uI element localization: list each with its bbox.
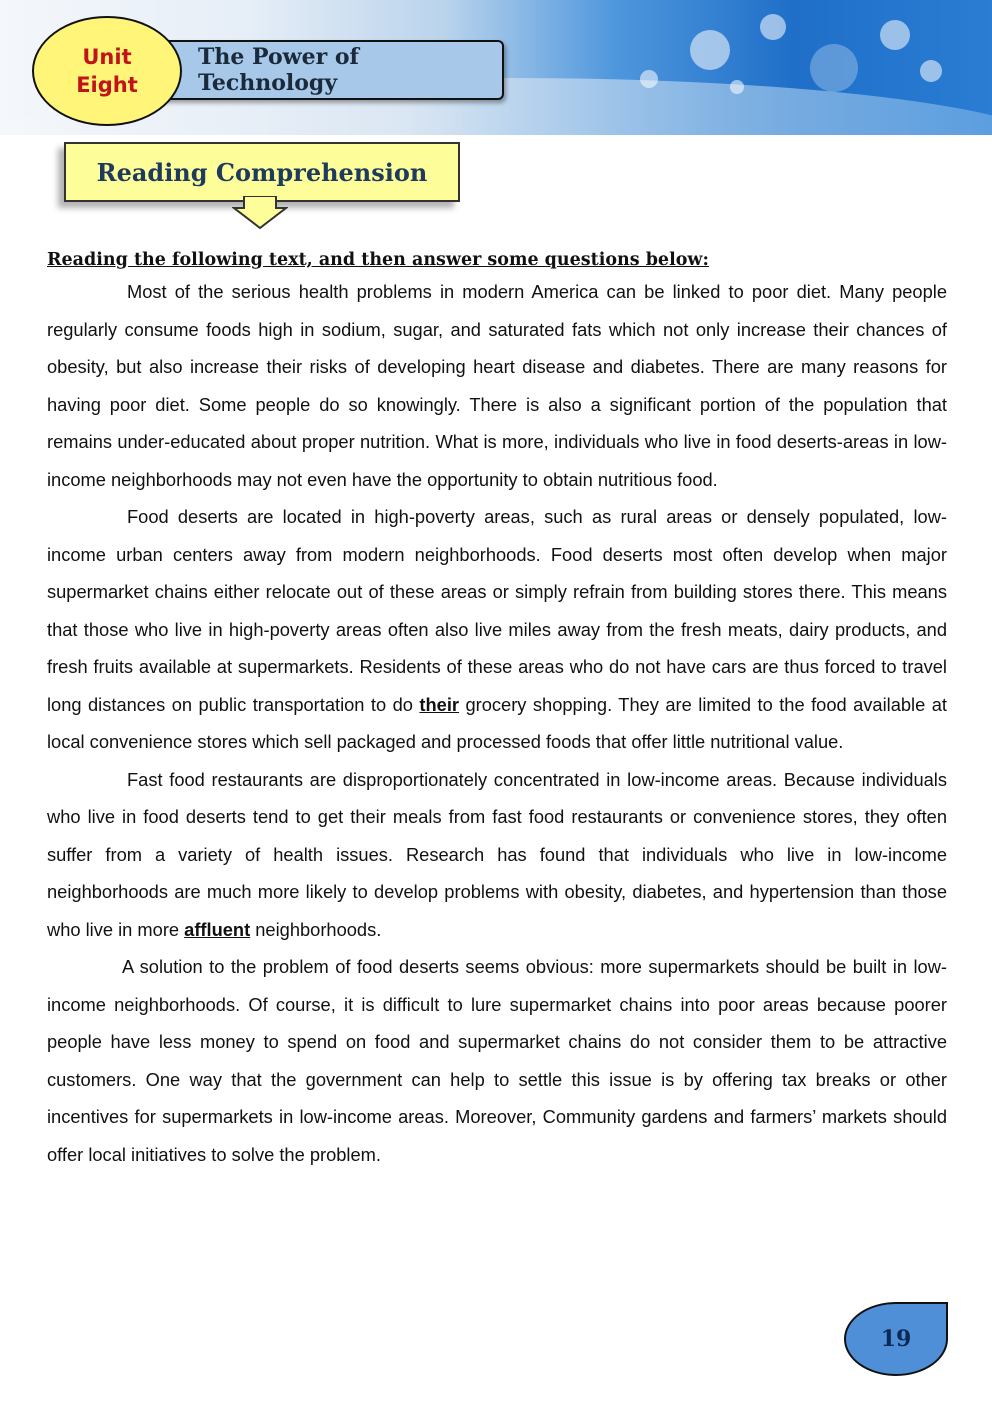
down-arrow-icon bbox=[232, 196, 288, 230]
unit-badge bbox=[32, 16, 182, 126]
section-title: Reading Comprehension bbox=[96, 157, 428, 187]
bokeh-dot bbox=[690, 30, 730, 70]
paragraph-4-text: A solution to the problem of food deserts seems obvious: more supermarkets should be built in low-income neighborhoods. Of course, it is difficult to lure supermarket chains into poor areas because poorer people have less money to spend on food and supermarket chains do not consider them to be attractive customers. One way that the government can help to settle this issue is by offering tax breaks or other incentives for supermarkets in low-income areas. Moreover, Community gardens and farmers’ markets should offer local initiatives to solve the problem. bbox=[47, 956, 947, 1165]
section-title-box bbox=[64, 142, 460, 202]
paragraph-3 bbox=[47, 761, 947, 949]
page-number: 19 bbox=[880, 1326, 912, 1352]
paragraph-2 bbox=[47, 498, 947, 761]
paragraph-2-text-b: grocery shopping. They are limited to the food available at local convenience stores which sell packaged and processed foods that offer little nutritional value. bbox=[47, 693, 947, 752]
unit-label: Unit bbox=[82, 45, 132, 69]
keyword-affluent: affluent bbox=[184, 918, 251, 940]
page-number-badge bbox=[844, 1302, 948, 1376]
unit-number: Eight bbox=[76, 73, 138, 97]
reading-passage bbox=[47, 273, 947, 1173]
unit-title-box bbox=[150, 40, 504, 100]
unit-title: The Power of Technology bbox=[198, 44, 359, 96]
paragraph-1 bbox=[47, 273, 947, 498]
paragraph-3-text-b: neighborhoods. bbox=[250, 918, 382, 940]
bokeh-dot bbox=[760, 14, 786, 40]
bokeh-dot bbox=[810, 44, 858, 92]
bokeh-dot bbox=[880, 20, 910, 50]
bokeh-dot bbox=[730, 80, 744, 94]
paragraph-1-text: Most of the serious health problems in modern America can be linked to poor diet. Many people regularly consume foods high in sodium, sugar, and saturated fats which not only increase their chances of obesity, but also increase their risks of developing heart disease and diabetes. There are many reasons for having poor diet. Some people do so knowingly. There is also a significant portion of the population that remains under-educated about proper nutrition. What is more, individuals who live in food deserts-areas in low-income neighborhoods may not even have the opportunity to obtain nutritious food. bbox=[47, 281, 947, 490]
paragraph-2-text-a: Food deserts are located in high-poverty areas, such as rural areas or densely populated, low-income urban centers away from modern neighborhoods. Food deserts most often develop when major supermarket chains either relocate out of these areas or simply refrain from building stores there. This means that those who live in high-poverty areas often also live miles away from the fresh meats, dairy products, and fresh fruits available at supermarkets. Residents of these areas who do not have cars are thus forced to travel long distances on public transportation to do bbox=[47, 506, 947, 715]
paragraph-3-text-a: Fast food restaurants are disproportionately concentrated in low-income areas. Because individuals who live in food deserts tend to get their meals from fast food restaurants or convenience stores, they often suffer from a variety of health issues. Research has found that individuals who live in low-income neighborhoods are much more likely to develop problems with obesity, diabetes, and hypertension than those who live in more bbox=[47, 768, 947, 940]
bokeh-dot bbox=[920, 60, 942, 82]
bokeh-dot bbox=[640, 70, 658, 88]
instruction-heading: Reading the following text, and then answer some questions below: bbox=[47, 250, 709, 270]
paragraph-4 bbox=[47, 948, 947, 1173]
keyword-their: their bbox=[419, 693, 460, 715]
